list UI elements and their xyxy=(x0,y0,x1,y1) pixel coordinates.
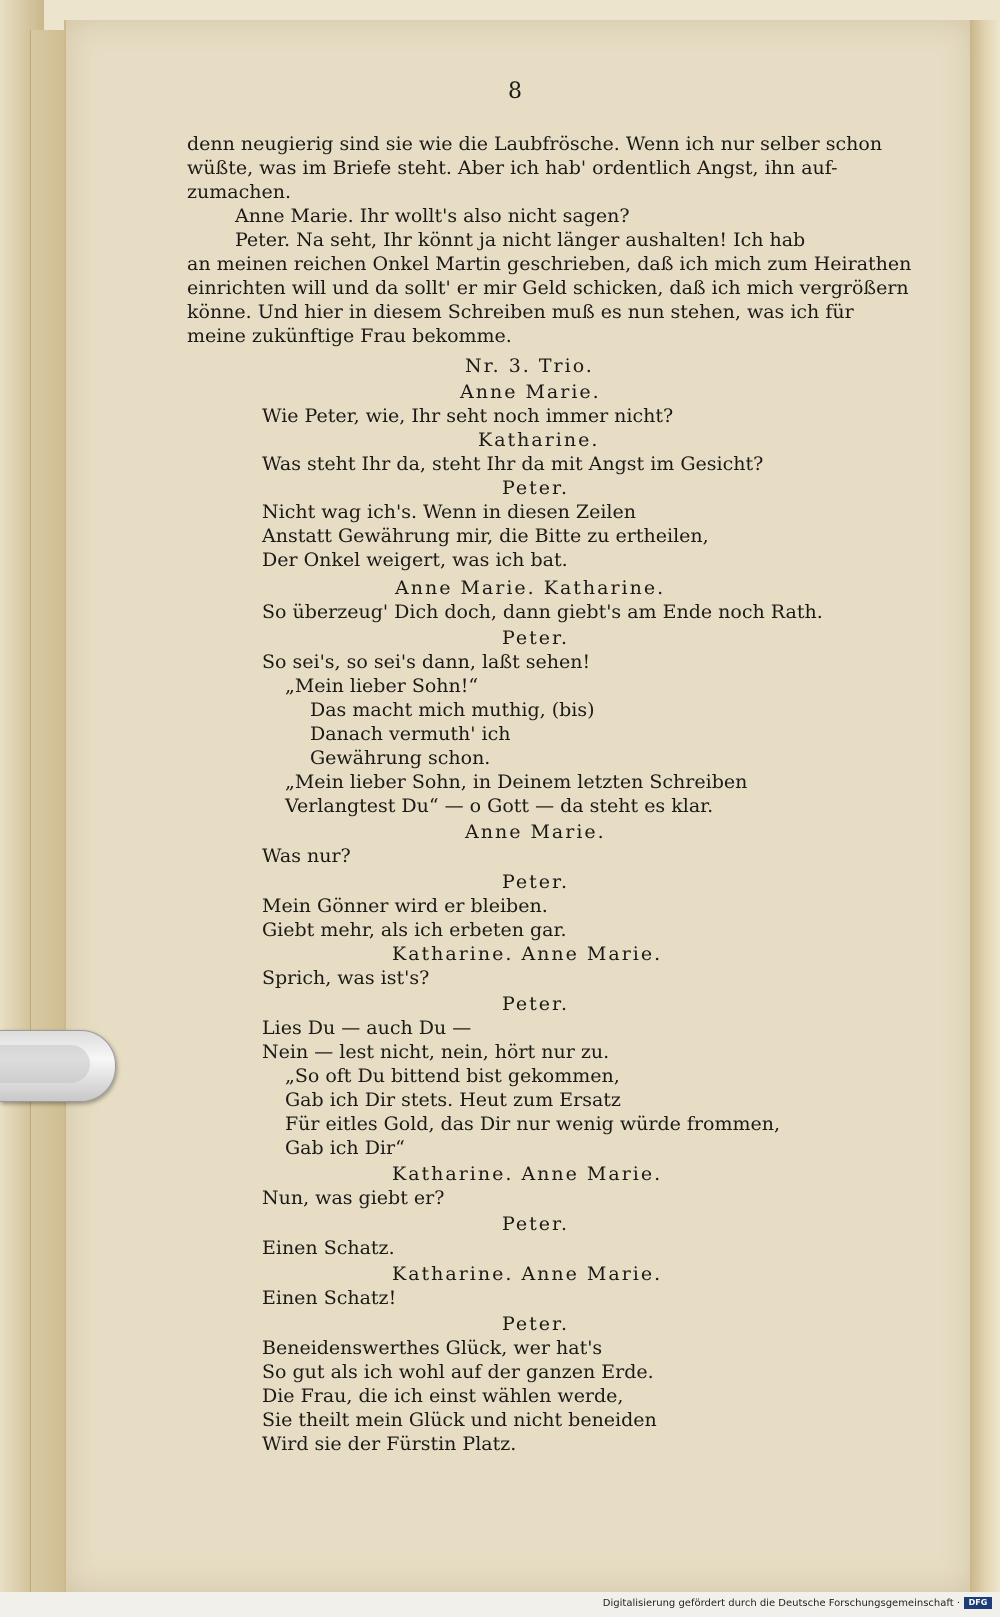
verse-line: Was nur? xyxy=(262,845,351,867)
verse-line: Gab ich Dir“ xyxy=(285,1137,405,1159)
verse-line: Die Frau, die ich einst wählen werde, xyxy=(262,1385,624,1407)
verse-line: So sei's, so sei's dann, laßt sehen! xyxy=(262,651,591,673)
speaker-name: Peter. xyxy=(502,1313,570,1335)
verse-line: Sprich, was ist's? xyxy=(262,967,430,989)
verse-line: Lies Du — auch Du — xyxy=(262,1017,472,1039)
speaker-name: Peter. xyxy=(502,477,570,499)
speaker-name: Peter. xyxy=(502,627,570,649)
speaker-name: Katharine. xyxy=(478,429,600,451)
speaker-name: Peter. xyxy=(502,993,570,1015)
prose-line: an meinen reichen Onkel Martin geschrieben, daß ich mich zum Heirathen xyxy=(187,253,912,275)
speaker-name: Peter. xyxy=(502,1213,570,1235)
verse-line: „So oft Du bittend bist gekommen, xyxy=(285,1065,620,1087)
verse-line: Der Onkel weigert, was ich bat. xyxy=(262,549,568,571)
prose-line: denn neugierig sind sie wie die Laubfrösche. Wenn ich nur selber schon xyxy=(187,133,883,155)
verse-line: „Mein lieber Sohn, in Deinem letzten Schreiben xyxy=(285,771,748,793)
verse-line: Anstatt Gewährung mir, die Bitte zu ertheilen, xyxy=(262,525,709,547)
speaker-name: Katharine. Anne Marie. xyxy=(392,1163,663,1185)
prose-line: einrichten will und da sollt' er mir Geld schicken, daß ich mich vergrößern xyxy=(187,277,909,299)
speaker-name: Anne Marie. xyxy=(465,821,606,843)
verse-line: Wird sie der Fürstin Platz. xyxy=(262,1433,517,1455)
verse-line: „Mein lieber Sohn!“ xyxy=(285,675,479,697)
verse-line: Gab ich Dir stets. Heut zum Ersatz xyxy=(285,1089,621,1111)
funding-notice: Digitalisierung gefördert durch die Deutsche Forschungsgemeinschaft · xyxy=(602,1598,960,1609)
verse-line: Was steht Ihr da, steht Ihr da mit Angst im Gesicht? xyxy=(262,453,764,475)
verse-line: Nun, was giebt er? xyxy=(262,1187,445,1209)
verse-line: Verlangtest Du“ — o Gott — da steht es klar. xyxy=(285,795,714,817)
verse-line: Gewährung schon. xyxy=(310,747,491,769)
verse-line: Nicht wag ich's. Wenn in diesen Zeilen xyxy=(262,501,636,523)
prose-line: wüßte, was im Briefe steht. Aber ich hab' ordentlich Angst, ihn auf- xyxy=(187,157,838,179)
verse-line: Für eitles Gold, das Dir nur wenig würde frommen, xyxy=(285,1113,781,1135)
speaker-name: Peter. xyxy=(502,871,570,893)
verse-line: So gut als ich wohl auf der ganzen Erde. xyxy=(262,1361,654,1383)
page-number: 8 xyxy=(508,79,522,104)
prose-line: Anne Marie. Ihr wollt's also nicht sagen? xyxy=(235,205,630,227)
prose-line: könne. Und hier in diesem Schreiben muß es nun stehen, was ich für xyxy=(187,301,854,323)
prose-line: Peter. Na seht, Ihr könnt ja nicht länger aushalten! Ich hab xyxy=(235,229,806,251)
speaker-name: Katharine. Anne Marie. xyxy=(392,943,663,965)
speaker-name: Anne Marie. xyxy=(460,381,601,403)
dfg-logo: DFG xyxy=(964,1597,992,1609)
verse-line: So überzeug' Dich doch, dann giebt's am Ende noch Rath. xyxy=(262,601,823,623)
verse-line: Danach vermuth' ich xyxy=(310,723,511,745)
prose-line: zumachen. xyxy=(187,181,291,203)
verse-line: Giebt mehr, als ich erbeten gar. xyxy=(262,919,567,941)
verse-line: Wie Peter, wie, Ihr seht noch immer nicht? xyxy=(262,405,674,427)
number-heading: Nr. 3. Trio. xyxy=(465,355,594,377)
verse-line: Mein Gönner wird er bleiben. xyxy=(262,895,548,917)
verse-line: Das macht mich muthig, (bis) xyxy=(310,699,595,721)
verse-line: Beneidenswerthes Glück, wer hat's xyxy=(262,1337,603,1359)
verse-line: Sie theilt mein Glück und nicht beneiden xyxy=(262,1409,657,1431)
speaker-name: Anne Marie. Katharine. xyxy=(395,577,666,599)
verse-line: Nein — lest nicht, nein, hört nur zu. xyxy=(262,1041,610,1063)
speaker-name: Katharine. Anne Marie. xyxy=(392,1263,663,1285)
prose-line: meine zukünftige Frau bekomme. xyxy=(187,325,512,347)
verse-line: Einen Schatz! xyxy=(262,1287,397,1309)
verse-line: Einen Schatz. xyxy=(262,1237,395,1259)
